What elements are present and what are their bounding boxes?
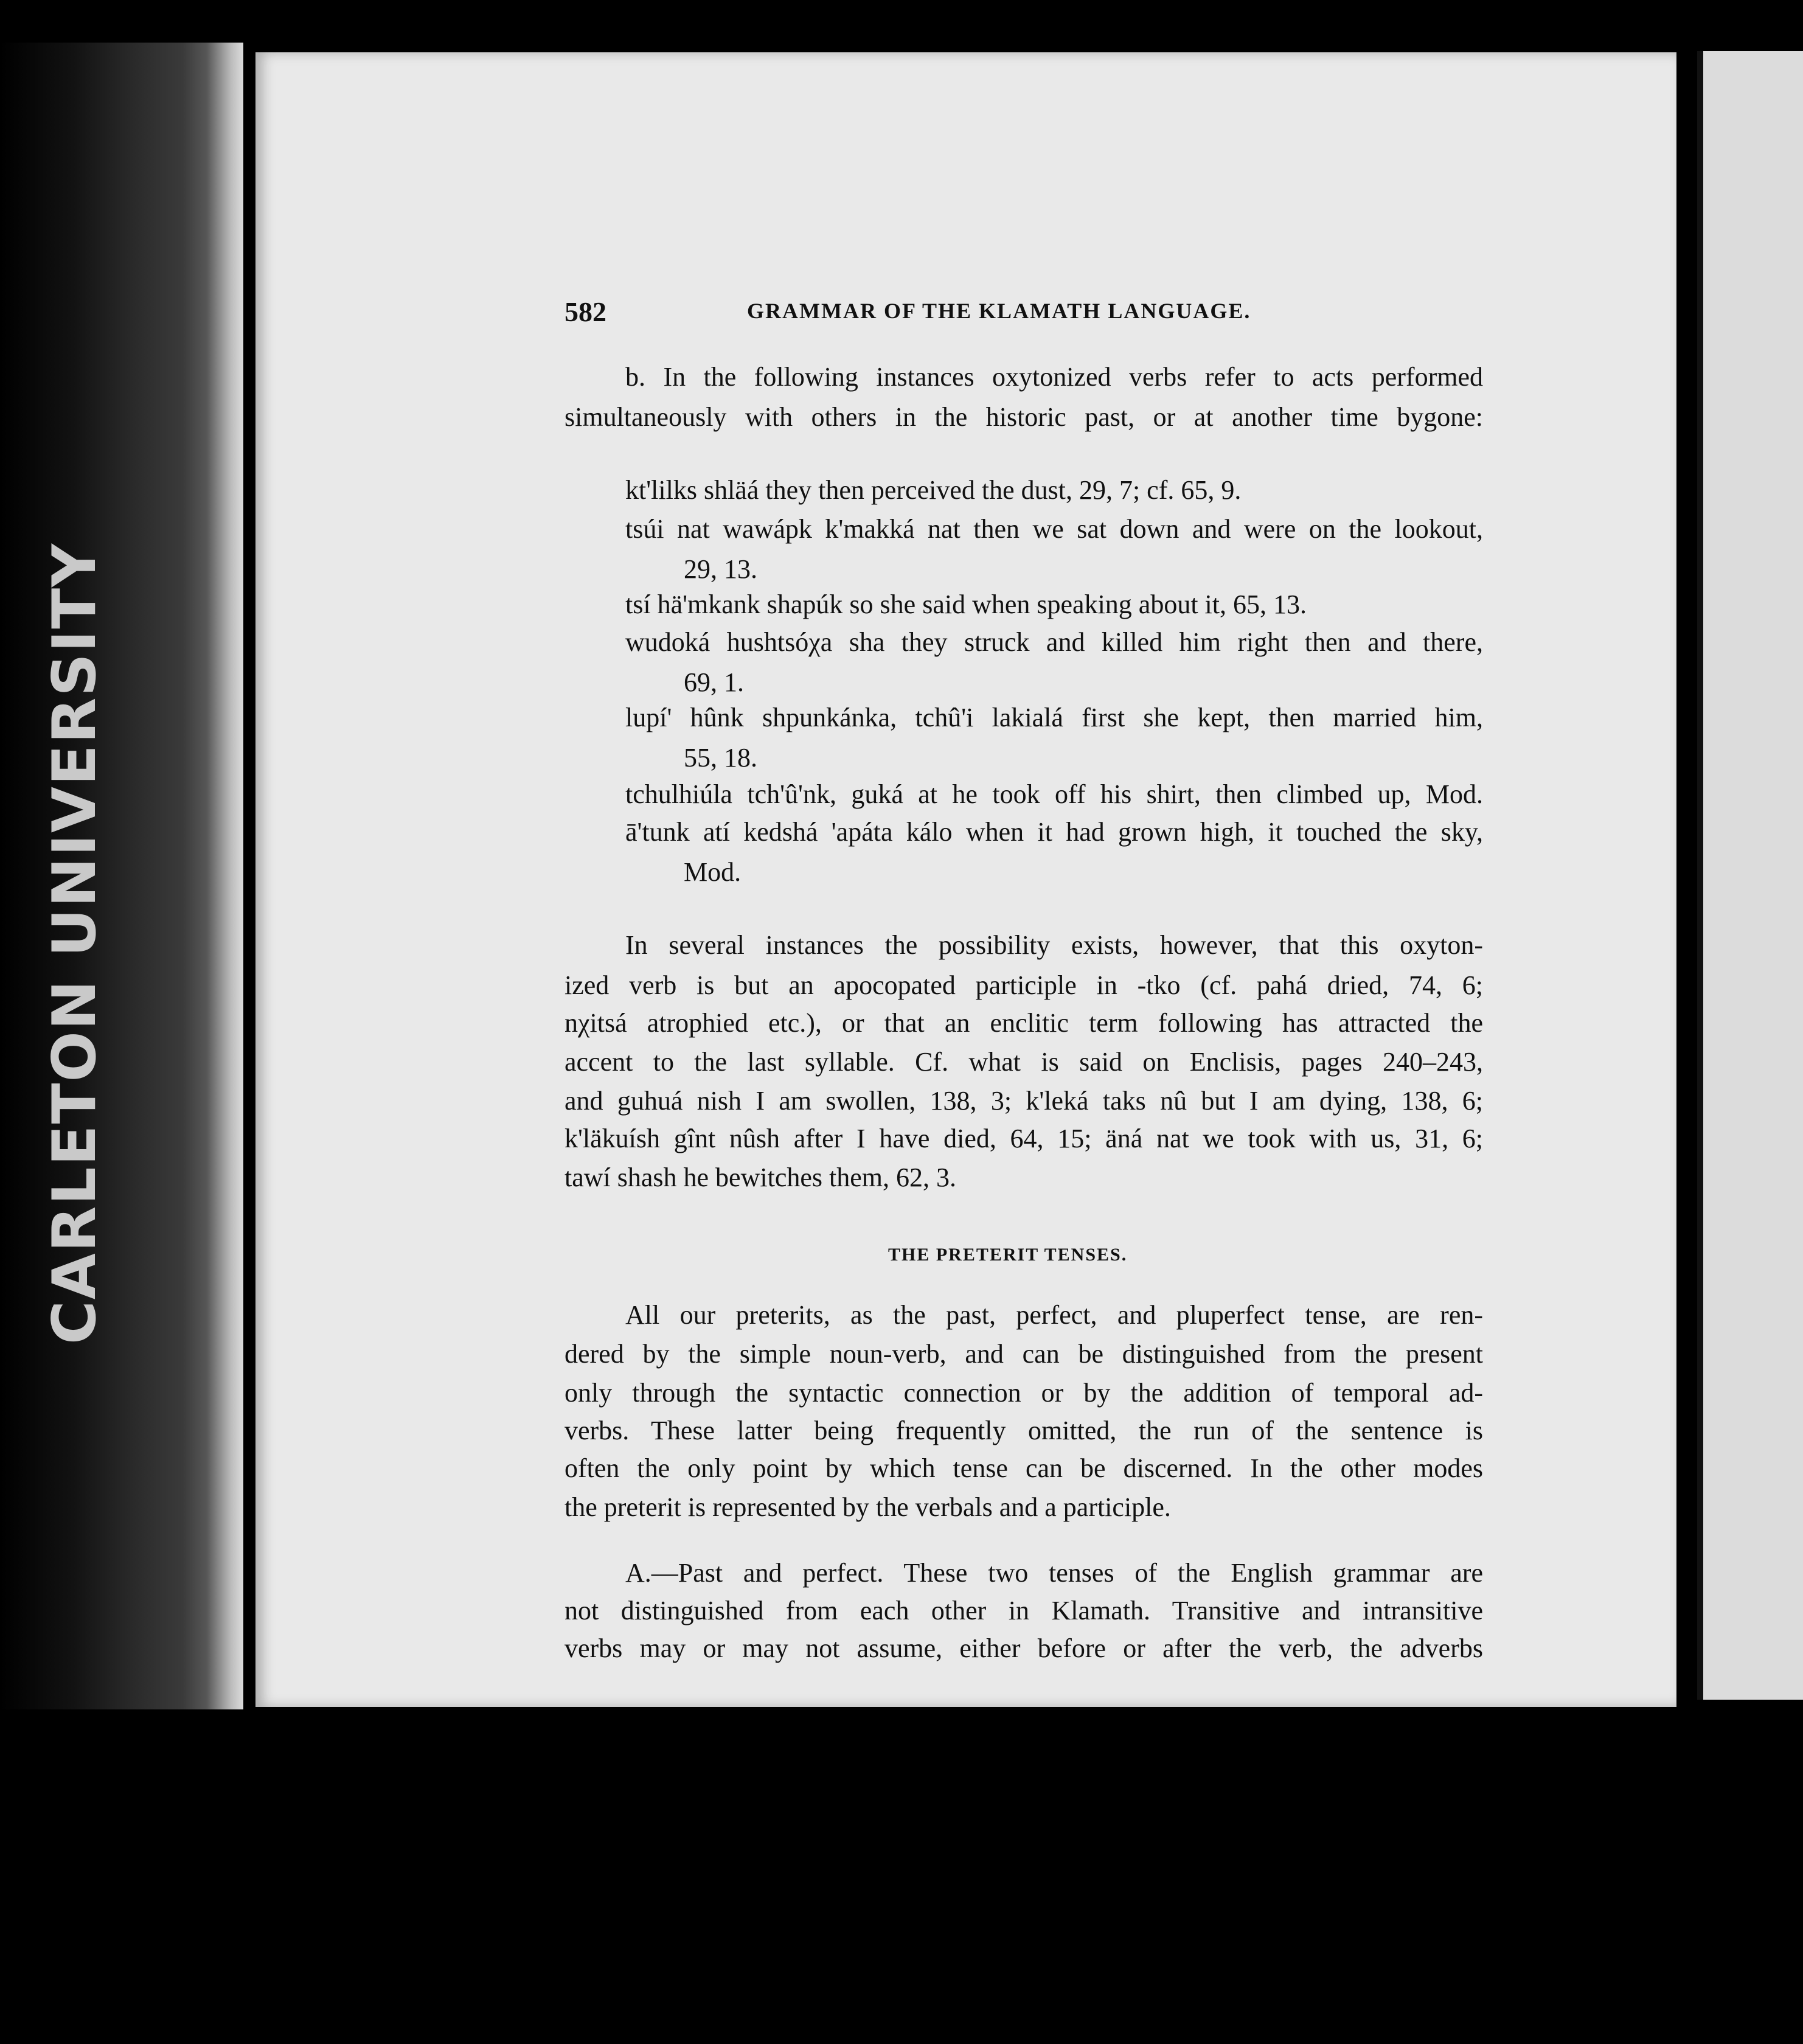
example-2-line-1: tsúi nat wawápk k'makká nat then we sat down and were on the lookout, <box>625 514 1483 544</box>
spine-library-stamp: CARLETON UNIVERSITY <box>40 542 109 1344</box>
running-head: GRAMMAR OF THE KLAMATH LANGUAGE. <box>747 299 1251 323</box>
facing-page-edge <box>1697 51 1803 1700</box>
para-preterits-line-1: All our preterits, as the past, perfect, and pluperfect tense, are ren- <box>625 1300 1483 1330</box>
example-3: tsí hä'mkank shapúk so she said when speaking about it, 65, 13. <box>625 589 1307 619</box>
para-several-line-3: nχitsá atrophied etc.), or that an enclitic term following has attracted the <box>565 1008 1483 1038</box>
para-several-line-6: k'läkuísh gînt nûsh after I have died, 64, 15; äná nat we took with us, 31, 6; <box>565 1124 1483 1153</box>
para-several-line-5: and guhuá nish I am swollen, 138, 3; k'leká taks nû but I am dying, 138, 6; <box>565 1086 1483 1116</box>
para-several-line-2: ized verb is but an apocopated participle in -tko (cf. pahá dried, 74, 6; <box>565 970 1483 1000</box>
example-5-line-1: lupí' hûnk shpunkánka, tchû'i lakialá first she kept, then married him, <box>625 703 1483 732</box>
example-6: tchulhiúla tch'û'nk, guká at he took off his shirt, then climbed up, Mod. <box>625 779 1483 809</box>
para-preterits-line-3: only through the syntactic connection or by the addition of temporal ad- <box>565 1378 1483 1408</box>
example-4-line-1: wudoká hushtsóχa sha they struck and killed him right then and there, <box>625 627 1483 657</box>
section-heading: THE PRETERIT TENSES. <box>888 1245 1128 1265</box>
example-1: kt'lilks shläá they then perceived the dust, 29, 7; cf. 65, 9. <box>625 475 1242 505</box>
para-several-line-7: tawí shash he bewitches them, 62, 3. <box>565 1163 956 1192</box>
example-2-line-2: 29, 13. <box>684 554 757 584</box>
para-preterits-line-6: the preterit is represented by the verbals and a participle. <box>565 1492 1171 1522</box>
para-a-line-1: A.—Past and perfect. These two tenses of the English grammar are <box>625 1558 1483 1588</box>
para-preterits-line-2: dered by the simple noun-verb, and can be distinguished from the present <box>565 1339 1483 1369</box>
para-several-line-4: accent to the last syllable. Cf. what is said on Enclisis, pages 240–243, <box>565 1047 1483 1077</box>
para-a-line-3: verbs may or may not assume, either before or after the verb, the adverbs <box>565 1633 1483 1663</box>
example-7-line-1: ā'tunk atí kedshá 'apáta kálo when it had grown high, it touched the sky, <box>625 817 1483 847</box>
page-number: 582 <box>565 296 606 327</box>
book-spine <box>0 43 243 1709</box>
example-4-line-2: 69, 1. <box>684 667 744 697</box>
example-5-line-2: 55, 18. <box>684 743 757 773</box>
example-7-line-2: Mod. <box>684 857 742 887</box>
para-b-line-1: b. In the following instances oxytonized verbs refer to acts performed <box>625 362 1483 392</box>
para-b-line-2: simultaneously with others in the historic past, or at another time bygone: <box>565 402 1483 432</box>
para-preterits-line-5: often the only point by which tense can be discerned. In the other modes <box>565 1453 1483 1483</box>
para-preterits-line-4: verbs. These latter being frequently omitted, the run of the sentence is <box>565 1416 1483 1445</box>
para-a-line-2: not distinguished from each other in Klamath. Transitive and intransitive <box>565 1596 1483 1625</box>
para-several-line-1: In several instances the possibility exists, however, that this oxyton- <box>625 930 1483 960</box>
